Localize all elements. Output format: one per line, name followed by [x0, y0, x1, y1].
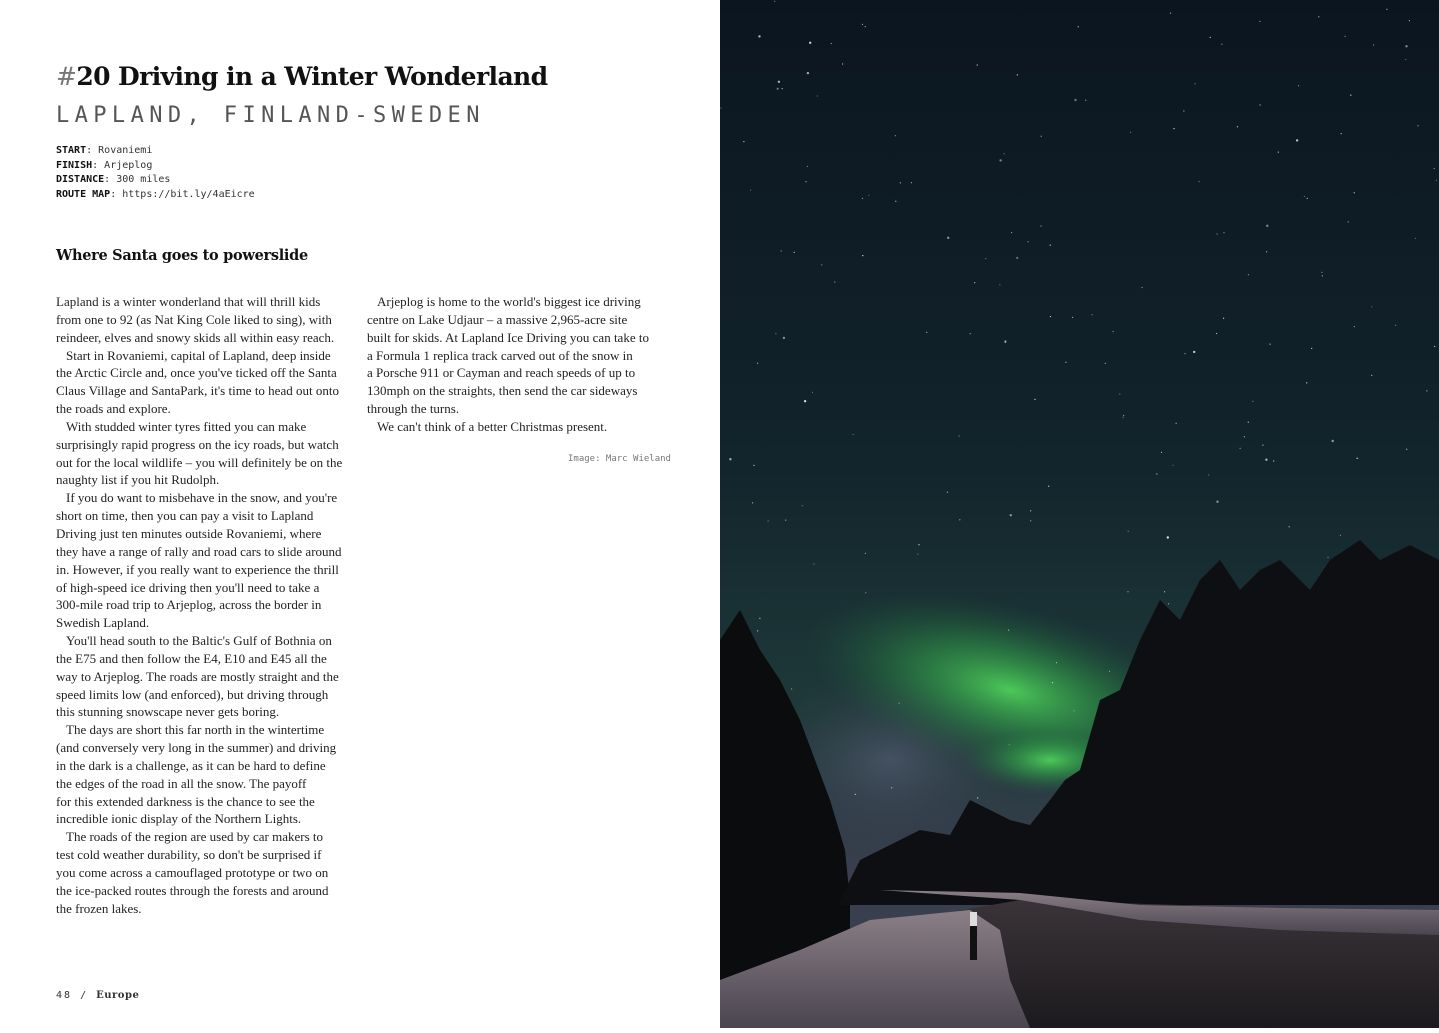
body-line: Arjeplog is home to the world's biggest ice driving [377, 294, 641, 309]
star [911, 182, 912, 183]
star [812, 392, 813, 393]
star [757, 630, 758, 631]
star [895, 135, 896, 136]
star [1436, 180, 1437, 181]
body-line: With studded winter tyres fitted you can make [66, 418, 307, 434]
star [1078, 26, 1079, 27]
body-line: this stunning snowscape never gets boring. [56, 704, 280, 720]
star [1050, 245, 1051, 246]
star [759, 618, 760, 619]
star [1321, 272, 1322, 273]
body-line: centre on Lake Udjaur – a massive 2,965-acre site [367, 311, 628, 327]
star [1065, 362, 1066, 363]
star [804, 400, 806, 402]
star [1266, 225, 1268, 227]
star [999, 159, 1001, 161]
star [807, 72, 809, 74]
star [970, 333, 971, 334]
star [1306, 382, 1307, 383]
star [1008, 630, 1009, 631]
fact-value: Arjeplog [104, 159, 153, 171]
route-fact: START: Rovaniemi [56, 145, 153, 156]
star [1259, 21, 1260, 22]
star [1017, 74, 1018, 75]
aurora-road-photo [720, 0, 1439, 1028]
body-line: surprisingly rapid progress on the icy roads, but watch [56, 436, 339, 452]
star [999, 284, 1000, 285]
route-fact: FINISH: Arjeplog [56, 159, 153, 171]
page-number: 48 [56, 990, 73, 1001]
star [1128, 531, 1129, 532]
body-line: Start in Rovaniemi, capital of Lapland, deep inside [66, 347, 331, 363]
star [1340, 535, 1341, 536]
star [899, 703, 900, 704]
star [1341, 133, 1342, 134]
star [1161, 452, 1162, 453]
star [750, 190, 751, 191]
star [729, 458, 731, 460]
fact-label: FINISH [56, 159, 93, 171]
page-footer [56, 990, 139, 1001]
star [1208, 474, 1209, 475]
star [1373, 44, 1374, 45]
star [862, 198, 863, 199]
star [1072, 317, 1073, 318]
star [1262, 445, 1263, 446]
left-page [0, 0, 720, 1028]
star [1168, 603, 1169, 604]
star [785, 520, 786, 521]
star [1434, 168, 1435, 169]
star [855, 794, 856, 795]
route-fact[interactable]: ROUTE MAP: https://bit.ly/4aEicre [56, 188, 255, 200]
star [752, 502, 753, 503]
image-credit: Image: Marc Wieland [568, 454, 671, 464]
star [1034, 399, 1035, 400]
body-line: you come across a camouflaged prototype or two on [56, 865, 329, 880]
footer-separator: / [80, 990, 89, 1001]
star [1318, 16, 1319, 17]
star [1426, 390, 1427, 391]
body-line: We can't think of a better Christmas present. [377, 418, 608, 434]
body-line: the frozen lakes. [56, 900, 142, 916]
title-text: Driving in a Winter Wonderland [109, 62, 548, 91]
fact-label: ROUTE MAP [56, 188, 111, 200]
fact-label: START [56, 145, 87, 156]
star [1223, 232, 1224, 233]
star [805, 181, 806, 182]
star [977, 797, 978, 798]
star [1056, 662, 1057, 663]
route-facts [56, 144, 255, 202]
body-column-2 [367, 293, 649, 436]
star [834, 281, 835, 282]
body-line: for this extended darkness is the chance to see the [56, 793, 315, 809]
star [926, 332, 927, 333]
body-line: out for the local wildlife – you will definitely be on the [56, 454, 343, 470]
body-line: 300-mile road trip to Arjeplog, across the border in [56, 597, 322, 613]
star [1199, 181, 1200, 182]
star [807, 166, 808, 167]
star [1040, 225, 1041, 226]
star [821, 264, 822, 265]
star [1405, 45, 1407, 47]
star [1011, 232, 1012, 233]
star [1415, 238, 1416, 239]
route-fact: DISTANCE: 300 miles [56, 174, 171, 186]
body-line: in the dark is a challenge, as it can be hard to define [56, 757, 326, 773]
star [959, 435, 960, 436]
body-line: Driving just ten minutes outside Rovaniemi, where [56, 525, 322, 541]
star [1409, 20, 1410, 21]
star [1216, 333, 1217, 334]
star [1248, 422, 1249, 423]
star [853, 434, 854, 435]
body-line: through the turns. [367, 401, 460, 417]
body-line: If you do want to misbehave in the snow, and you're [66, 490, 338, 506]
body-line: 130mph on the straights, then send the car sideways [367, 383, 638, 399]
star [947, 237, 949, 239]
star [1265, 459, 1267, 461]
star [1244, 436, 1245, 437]
star [1354, 326, 1355, 327]
star [1434, 346, 1435, 347]
star [1266, 251, 1267, 252]
star [1240, 448, 1241, 449]
body-line: from one to 92 (as Nat King Cole liked to sing), with [56, 311, 332, 327]
star [1260, 104, 1261, 105]
star [1183, 110, 1184, 111]
body-line: the edges of the road in all the snow. The payoff [56, 775, 307, 791]
body-line: naughty list if you hit Rudolph. [56, 472, 220, 488]
star [1223, 318, 1224, 319]
body-line: The roads of the region are used by car makers to [66, 829, 324, 845]
body-line: Swedish Lapland. [56, 615, 150, 631]
star [1252, 401, 1253, 402]
star [1237, 126, 1238, 127]
star [1304, 196, 1305, 197]
star [1105, 363, 1106, 364]
star [831, 43, 832, 44]
star [862, 24, 863, 25]
star [1405, 59, 1406, 60]
star [974, 282, 975, 283]
star [1217, 233, 1218, 234]
star [809, 42, 811, 44]
star [774, 1, 775, 2]
star [777, 88, 779, 90]
body-line: in. However, if you really want to experience the thrill [56, 561, 339, 577]
star [985, 258, 986, 259]
body-line: (and conversely very long in the summer) and driving [56, 740, 337, 756]
star [1141, 287, 1142, 288]
star [900, 182, 901, 183]
star [1371, 306, 1372, 307]
body-line: incredible ionic display of the Northern Lights. [56, 811, 302, 827]
star [1004, 153, 1005, 154]
star [917, 554, 918, 555]
body-line: test cold weather durability, so don't be surprised if [56, 847, 322, 863]
star [768, 520, 769, 521]
star [1009, 744, 1010, 745]
star [1030, 520, 1031, 521]
star [1195, 83, 1196, 84]
star [1041, 136, 1042, 137]
star [918, 544, 919, 545]
star [1184, 353, 1185, 354]
star [865, 26, 866, 27]
star [791, 688, 792, 689]
star [1307, 198, 1308, 199]
star [794, 252, 795, 253]
star [1273, 460, 1274, 461]
star [1176, 423, 1177, 424]
star [868, 195, 869, 196]
star [1109, 671, 1110, 672]
star [778, 81, 780, 83]
star [743, 141, 744, 142]
star [1278, 152, 1279, 153]
star [1028, 241, 1029, 242]
star [865, 592, 866, 593]
section-heading: Where Santa goes to powerslide [56, 247, 308, 264]
star [1332, 440, 1334, 442]
star [1354, 192, 1355, 193]
body-line: a Formula 1 replica track carved out of the snow in [367, 347, 633, 363]
fact-label: DISTANCE [56, 174, 105, 186]
star [1130, 132, 1131, 133]
star [895, 201, 896, 202]
body-line: Claus Village and SantaPark, it's time to head out onto [56, 383, 339, 399]
star [1123, 415, 1124, 416]
star [1074, 99, 1076, 101]
star [1248, 274, 1249, 275]
star [1345, 36, 1346, 37]
star [1172, 465, 1173, 466]
title-number: 20 [76, 62, 110, 91]
star [1327, 557, 1328, 558]
star [1417, 125, 1418, 126]
star [1311, 348, 1312, 349]
body-line: the Arctic Circle and, once you've ticked off the Santa [56, 365, 337, 381]
star [1386, 9, 1387, 10]
star [1371, 375, 1372, 376]
body-line: they have a range of rally and road cars to slide around [56, 543, 342, 559]
star [1164, 591, 1165, 592]
footer-section: Europe [96, 990, 140, 1001]
star [1395, 325, 1396, 326]
star [862, 255, 863, 256]
star [1123, 417, 1124, 418]
star [1010, 514, 1012, 516]
star [947, 492, 948, 493]
star [1221, 44, 1222, 45]
star [1048, 486, 1049, 487]
body-line: way to Arjeplog. The roads are mostly straight and the [56, 668, 339, 684]
star [783, 337, 785, 339]
body-line: reindeer, elves and snowy skids all within easy reach. [56, 329, 335, 345]
star [1092, 314, 1093, 315]
body-line: speed limits low (and enforced), but driving through [56, 686, 329, 702]
star [1170, 13, 1171, 14]
star [1269, 344, 1270, 345]
body-line: You'll head south to the Baltic's Gulf of Bothnia on [66, 633, 332, 649]
body-line: the E75 and then follow the E4, E10 and E45 all the [56, 650, 327, 666]
star [1050, 316, 1051, 317]
star [1016, 257, 1018, 259]
star [757, 363, 758, 364]
star [977, 64, 978, 65]
body-line: The days are short this far north in the wintertime [66, 722, 325, 738]
star [1296, 139, 1298, 141]
star [758, 35, 760, 37]
star [1350, 95, 1351, 96]
star [1348, 221, 1349, 222]
star [842, 63, 843, 64]
star [1113, 331, 1114, 332]
star [1156, 473, 1157, 474]
star [1167, 536, 1169, 538]
star [817, 95, 818, 96]
star [1119, 394, 1120, 395]
star [1085, 100, 1086, 101]
star [753, 465, 754, 466]
title-hash: # [56, 62, 77, 91]
star [813, 563, 814, 564]
star [720, 108, 721, 109]
star [1173, 128, 1174, 129]
star [782, 88, 783, 89]
body-column-1 [56, 293, 342, 918]
body-line: the roads and explore. [56, 401, 171, 417]
star [1406, 449, 1407, 450]
star [865, 553, 866, 554]
star [1289, 526, 1290, 527]
fact-value: https://bit.ly/4aEicre [122, 188, 255, 200]
fact-value: 300 miles [116, 174, 171, 186]
star [959, 519, 960, 520]
body-line: the ice-packed routes through the forests and around [56, 882, 329, 898]
star [1210, 37, 1211, 38]
star [1216, 501, 1218, 503]
star [775, 333, 776, 334]
article-location: LAPLAND, FINLAND-SWEDEN [56, 103, 485, 128]
body-line: Lapland is a winter wonderland that will thrill kids [56, 294, 321, 309]
star [1193, 351, 1195, 353]
star [1030, 510, 1031, 511]
star [1052, 682, 1053, 683]
star [802, 505, 803, 506]
body-line: built for skids. At Lapland Ice Driving you can take to [367, 329, 649, 345]
star [1298, 85, 1299, 86]
fact-value: Rovaniemi [98, 145, 153, 156]
star [1322, 275, 1323, 276]
star [1073, 710, 1074, 711]
body-line: short on time, then you can pay a visit to Lapland [56, 508, 314, 524]
star [1356, 458, 1357, 459]
article-title [56, 62, 548, 91]
star [781, 250, 782, 251]
star [1005, 342, 1006, 343]
star [1127, 591, 1128, 592]
body-line: a Porsche 911 or Cayman and reach speeds of up to [367, 365, 636, 381]
star [891, 787, 892, 788]
body-line: of high-speed ice driving then you'll need to take a [56, 579, 320, 595]
